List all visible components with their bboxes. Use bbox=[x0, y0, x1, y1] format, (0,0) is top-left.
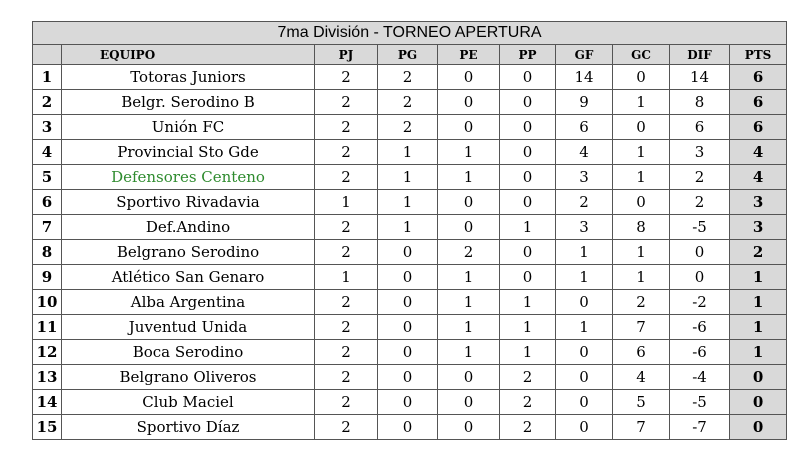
table-row bbox=[33, 165, 787, 190]
cell-dif: -2 bbox=[670, 290, 730, 315]
header-pg: PG bbox=[378, 45, 438, 65]
cell-gf: 0 bbox=[556, 290, 613, 315]
cell-gc: 7 bbox=[613, 415, 670, 440]
header-row bbox=[33, 45, 787, 65]
cell-pp: 0 bbox=[500, 90, 556, 115]
cell-pg: 0 bbox=[378, 365, 438, 390]
cell-pos: 11 bbox=[33, 315, 62, 340]
cell-gf: 1 bbox=[556, 240, 613, 265]
cell-gf: 2 bbox=[556, 190, 613, 215]
cell-gc: 1 bbox=[613, 165, 670, 190]
cell-pj: 2 bbox=[315, 65, 378, 90]
cell-pj: 2 bbox=[315, 390, 378, 415]
cell-gc: 7 bbox=[613, 315, 670, 340]
cell-dif: 3 bbox=[670, 140, 730, 165]
table-row bbox=[33, 115, 787, 140]
cell-team: Belgr. Serodino B bbox=[62, 90, 315, 115]
cell-pe: 1 bbox=[438, 340, 500, 365]
cell-gc: 1 bbox=[613, 90, 670, 115]
table-row bbox=[33, 190, 787, 215]
cell-pe: 0 bbox=[438, 415, 500, 440]
cell-pj: 2 bbox=[315, 115, 378, 140]
table-row bbox=[33, 265, 787, 290]
cell-gc: 5 bbox=[613, 390, 670, 415]
cell-pe: 0 bbox=[438, 65, 500, 90]
cell-pe: 2 bbox=[438, 240, 500, 265]
cell-team: Boca Serodino bbox=[62, 340, 315, 365]
header-pj: PJ bbox=[315, 45, 378, 65]
cell-gf: 0 bbox=[556, 415, 613, 440]
cell-pg: 0 bbox=[378, 265, 438, 290]
cell-team: Def.Andino bbox=[62, 215, 315, 240]
cell-pts: 6 bbox=[730, 65, 787, 90]
cell-pg: 1 bbox=[378, 165, 438, 190]
cell-pts: 0 bbox=[730, 365, 787, 390]
cell-dif: 8 bbox=[670, 90, 730, 115]
cell-pe: 1 bbox=[438, 290, 500, 315]
cell-pg: 0 bbox=[378, 415, 438, 440]
cell-team: Belgrano Serodino bbox=[62, 240, 315, 265]
table-row bbox=[33, 315, 787, 340]
cell-pe: 1 bbox=[438, 140, 500, 165]
table-row bbox=[33, 215, 787, 240]
cell-pj: 2 bbox=[315, 165, 378, 190]
cell-pj: 2 bbox=[315, 140, 378, 165]
cell-pj: 2 bbox=[315, 90, 378, 115]
cell-gc: 0 bbox=[613, 190, 670, 215]
cell-team: Unión FC bbox=[62, 115, 315, 140]
cell-pts: 4 bbox=[730, 165, 787, 190]
cell-pe: 0 bbox=[438, 365, 500, 390]
cell-pe: 0 bbox=[438, 190, 500, 215]
cell-pg: 0 bbox=[378, 290, 438, 315]
table-row bbox=[33, 140, 787, 165]
cell-pts: 3 bbox=[730, 190, 787, 215]
cell-pj: 2 bbox=[315, 240, 378, 265]
cell-dif: -5 bbox=[670, 390, 730, 415]
cell-gf: 1 bbox=[556, 265, 613, 290]
cell-pp: 0 bbox=[500, 190, 556, 215]
cell-pj: 1 bbox=[315, 265, 378, 290]
cell-pts: 1 bbox=[730, 340, 787, 365]
cell-pos: 5 bbox=[33, 165, 62, 190]
cell-pts: 1 bbox=[730, 315, 787, 340]
header-gf: GF bbox=[556, 45, 613, 65]
cell-gc: 8 bbox=[613, 215, 670, 240]
cell-pe: 1 bbox=[438, 265, 500, 290]
cell-pe: 0 bbox=[438, 215, 500, 240]
cell-gc: 6 bbox=[613, 340, 670, 365]
cell-pos: 6 bbox=[33, 190, 62, 215]
cell-pos: 13 bbox=[33, 365, 62, 390]
table-row bbox=[33, 340, 787, 365]
table-row bbox=[33, 90, 787, 115]
cell-pp: 0 bbox=[500, 140, 556, 165]
cell-pg: 0 bbox=[378, 390, 438, 415]
header-gc: GC bbox=[613, 45, 670, 65]
cell-team: Belgrano Oliveros bbox=[62, 365, 315, 390]
cell-gc: 0 bbox=[613, 115, 670, 140]
cell-pg: 1 bbox=[378, 215, 438, 240]
cell-pts: 6 bbox=[730, 115, 787, 140]
cell-gf: 0 bbox=[556, 390, 613, 415]
cell-pp: 0 bbox=[500, 265, 556, 290]
cell-pg: 2 bbox=[378, 90, 438, 115]
cell-dif: -4 bbox=[670, 365, 730, 390]
cell-pe: 0 bbox=[438, 390, 500, 415]
cell-pe: 1 bbox=[438, 165, 500, 190]
header-pe: PE bbox=[438, 45, 500, 65]
cell-dif: -7 bbox=[670, 415, 730, 440]
cell-team: Club Maciel bbox=[62, 390, 315, 415]
cell-gc: 4 bbox=[613, 365, 670, 390]
cell-pg: 2 bbox=[378, 65, 438, 90]
table-body bbox=[33, 65, 787, 440]
cell-pp: 0 bbox=[500, 115, 556, 140]
header-dif: DIF bbox=[670, 45, 730, 65]
cell-gf: 14 bbox=[556, 65, 613, 90]
cell-gf: 3 bbox=[556, 165, 613, 190]
cell-dif: 6 bbox=[670, 115, 730, 140]
standings-table bbox=[32, 21, 787, 440]
cell-pj: 2 bbox=[315, 215, 378, 240]
cell-pp: 0 bbox=[500, 165, 556, 190]
header-pts: PTS bbox=[730, 45, 787, 65]
cell-pts: 1 bbox=[730, 290, 787, 315]
cell-gf: 0 bbox=[556, 340, 613, 365]
cell-pj: 1 bbox=[315, 190, 378, 215]
cell-dif: 2 bbox=[670, 190, 730, 215]
cell-gc: 1 bbox=[613, 140, 670, 165]
table-title: 7ma División - TORNEO APERTURA bbox=[33, 22, 787, 45]
table-row bbox=[33, 240, 787, 265]
cell-pp: 1 bbox=[500, 290, 556, 315]
cell-pg: 1 bbox=[378, 140, 438, 165]
cell-team: Alba Argentina bbox=[62, 290, 315, 315]
cell-pg: 0 bbox=[378, 340, 438, 365]
cell-team: Defensores Centeno bbox=[62, 165, 315, 190]
cell-pos: 12 bbox=[33, 340, 62, 365]
cell-pts: 2 bbox=[730, 240, 787, 265]
cell-gf: 0 bbox=[556, 365, 613, 390]
cell-pp: 2 bbox=[500, 365, 556, 390]
cell-pos: 4 bbox=[33, 140, 62, 165]
table-row bbox=[33, 390, 787, 415]
title-row bbox=[33, 22, 787, 45]
cell-team: Provincial Sto Gde bbox=[62, 140, 315, 165]
cell-pj: 2 bbox=[315, 340, 378, 365]
cell-dif: 14 bbox=[670, 65, 730, 90]
cell-team: Sportivo Rivadavia bbox=[62, 190, 315, 215]
cell-pos: 2 bbox=[33, 90, 62, 115]
header-team: EQUIPO bbox=[62, 45, 315, 65]
cell-pos: 7 bbox=[33, 215, 62, 240]
cell-dif: 0 bbox=[670, 265, 730, 290]
table-row bbox=[33, 365, 787, 390]
cell-pts: 0 bbox=[730, 390, 787, 415]
header-pp: PP bbox=[500, 45, 556, 65]
cell-gf: 4 bbox=[556, 140, 613, 165]
cell-team: Sportivo Díaz bbox=[62, 415, 315, 440]
cell-pts: 0 bbox=[730, 415, 787, 440]
cell-team: Atlético San Genaro bbox=[62, 265, 315, 290]
cell-team: Juventud Unida bbox=[62, 315, 315, 340]
cell-pg: 1 bbox=[378, 190, 438, 215]
table-row bbox=[33, 65, 787, 90]
cell-pg: 0 bbox=[378, 240, 438, 265]
cell-pp: 1 bbox=[500, 215, 556, 240]
cell-gf: 9 bbox=[556, 90, 613, 115]
cell-pos: 10 bbox=[33, 290, 62, 315]
cell-pe: 1 bbox=[438, 315, 500, 340]
cell-gf: 6 bbox=[556, 115, 613, 140]
cell-pj: 2 bbox=[315, 415, 378, 440]
cell-pos: 3 bbox=[33, 115, 62, 140]
header-pos bbox=[33, 45, 62, 65]
cell-pj: 2 bbox=[315, 365, 378, 390]
cell-pos: 9 bbox=[33, 265, 62, 290]
cell-dif: 2 bbox=[670, 165, 730, 190]
cell-pos: 15 bbox=[33, 415, 62, 440]
cell-dif: -6 bbox=[670, 315, 730, 340]
cell-pos: 8 bbox=[33, 240, 62, 265]
cell-gc: 1 bbox=[613, 240, 670, 265]
cell-gc: 1 bbox=[613, 265, 670, 290]
table-row bbox=[33, 290, 787, 315]
cell-pp: 2 bbox=[500, 390, 556, 415]
cell-pts: 1 bbox=[730, 265, 787, 290]
cell-pp: 1 bbox=[500, 340, 556, 365]
cell-pj: 2 bbox=[315, 290, 378, 315]
cell-team: Totoras Juniors bbox=[62, 65, 315, 90]
table-row bbox=[33, 415, 787, 440]
cell-pg: 0 bbox=[378, 315, 438, 340]
cell-pp: 0 bbox=[500, 65, 556, 90]
cell-dif: -5 bbox=[670, 215, 730, 240]
cell-pp: 2 bbox=[500, 415, 556, 440]
cell-gf: 3 bbox=[556, 215, 613, 240]
cell-dif: -6 bbox=[670, 340, 730, 365]
cell-gc: 2 bbox=[613, 290, 670, 315]
cell-pe: 0 bbox=[438, 90, 500, 115]
cell-gc: 0 bbox=[613, 65, 670, 90]
cell-pp: 1 bbox=[500, 315, 556, 340]
cell-pos: 1 bbox=[33, 65, 62, 90]
cell-pp: 0 bbox=[500, 240, 556, 265]
cell-dif: 0 bbox=[670, 240, 730, 265]
cell-pts: 4 bbox=[730, 140, 787, 165]
cell-pts: 6 bbox=[730, 90, 787, 115]
cell-pts: 3 bbox=[730, 215, 787, 240]
cell-pj: 2 bbox=[315, 315, 378, 340]
cell-pe: 0 bbox=[438, 115, 500, 140]
cell-gf: 1 bbox=[556, 315, 613, 340]
cell-pos: 14 bbox=[33, 390, 62, 415]
cell-pg: 2 bbox=[378, 115, 438, 140]
